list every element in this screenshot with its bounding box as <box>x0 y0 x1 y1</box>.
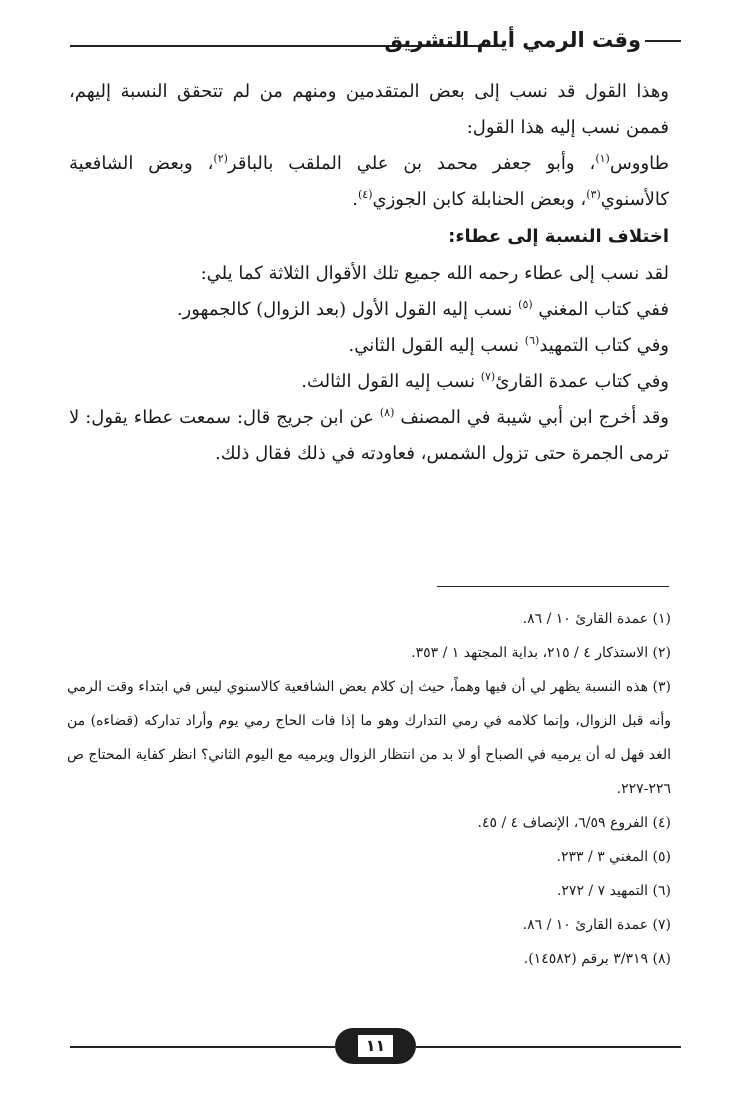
footnote-ref-5: (٥) <box>518 298 533 311</box>
paragraph-attributions: طاووس$^{(١)}$، وأبو جعفر محمد بن علي الملقب بالباقر$^{(٢)}$، وبعض الشافعية كالأسنوي$^{(٣)}$، وبعض الحنابلة كابن الجوزي$^{(٤)}$. <box>69 152 669 210</box>
section-heading: اختلاف النسبة إلى عطاء: <box>448 226 669 247</box>
footnote-8: (٨) ٣/٣١٩ برقم (١٤٥٨٢). <box>523 951 671 967</box>
paragraph-umdah: وفي كتاب عمدة القارئ$^{(٧)}$ نسب إليه القول الثالث. <box>301 370 669 392</box>
footnote-ref-4: (٤) <box>358 188 373 201</box>
footnote-1: (١) عمدة القارئ ١٠ / ٨٦. <box>522 611 671 627</box>
footnote-ref-1: (١) <box>595 152 610 165</box>
footnote-5: (٥) المغني ٣ / ٢٣٣. <box>556 849 671 865</box>
footnote-ref-8: (٨) <box>379 406 395 419</box>
footnotes <box>67 602 671 976</box>
footnote-ref-6: (٦) <box>524 334 540 347</box>
footnote-ref-3: (٣) <box>586 188 601 201</box>
footnote-7: (٧) عمدة القارئ ١٠ / ٨٦. <box>522 917 671 933</box>
paragraph-mughni: ففي كتاب المغني $^{(٥)}$ نسب إليه القول الأول (بعد الزوال) كالجمهور. <box>176 298 669 320</box>
paragraph-musannaf: وقد أخرج ابن أبي شيبة في المصنف $^{(٨)}$ عن ابن جريج قال: سمعت عطاء يقول: لا ترمى الجمرة حتى تزول الشمس، فعاودته في ذلك فقال ذلك. <box>69 406 669 464</box>
page-number: ١١ <box>356 1033 396 1059</box>
footnote-separator <box>437 586 669 587</box>
footnote-6: (٦) التمهيد ٧ / ٢٧٢. <box>556 883 671 899</box>
footnote-2: (٢) الاستذكار ٤ / ٢١٥، بداية المجتهد ١ / ٣٥٣. <box>411 645 671 661</box>
footnote-4: (٤) الفروع ٦/٥٩، الإنصاف ٤ / ٤٥. <box>477 815 671 831</box>
paragraph-tamhid: وفي كتاب التمهيد$^{(٦)}$ نسب إليه القول الثاني. <box>348 334 669 356</box>
footer-rule-right <box>416 1046 681 1048</box>
footnote-3: (٣) هذه النسبة يظهر لي أن فيها وهماً، حيث إن كلام بعض الشافعية كالاسنوي ليس في ابتداء وقت الرمي وأنه قبل الزوال، وإنما كلامه في رمي التدارك وهو ما إذا فات الحاج رمي يوم وأراد تداركه (قضاءه) من الغد فهل له أن يرميه في الصباح أو لا بد من انتظار الزوال ويرميه مع اليوم الثاني؟ انظر كفاية المحتاج ص ٢٢٦-٢٢٧. <box>67 679 672 797</box>
paragraph-ata-intro: لقد نسب إلى عطاء رحمه الله جميع تلك الأقوال الثلاثة كما يلي: <box>200 263 669 284</box>
header-title: وقت الرمي أيام التشريق <box>384 28 681 52</box>
page-number-ornament <box>335 1028 416 1064</box>
footer-rule-left <box>70 1046 335 1048</box>
paragraph-intro: وهذا القول قد نسب إلى بعض المتقدمين ومنهم من لم تتحقق النسبة إليهم، فممن نسب إليه هذا القول: <box>69 81 669 138</box>
page-footer <box>70 1024 681 1068</box>
running-header <box>70 26 681 66</box>
footnote-ref-2: (٢) <box>213 152 228 165</box>
main-text <box>69 74 669 472</box>
footnote-ref-7: (٧) <box>480 370 496 383</box>
